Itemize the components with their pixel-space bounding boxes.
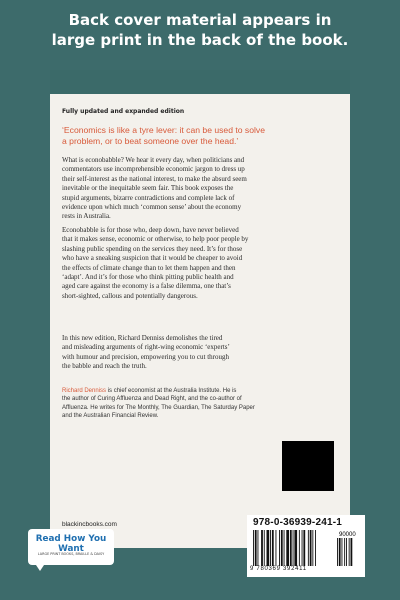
text-line: stupid arguments, bizarre contradictions and complete lack of xyxy=(62,193,235,202)
text-line: Econobabble is for those who, deep down, have never believed xyxy=(62,226,239,234)
bio-line: the author of Curing Affluenza and Dead Right, and the co-author of xyxy=(62,396,242,403)
black-placeholder-box xyxy=(282,441,334,491)
text-line: with humour and precision, empowering you to cut through xyxy=(62,352,229,361)
text-line: evidence upon which much ‘common sense’ about the economy xyxy=(62,203,242,212)
text-line: and misleading arguments of right-wing economic ‘experts’ xyxy=(62,343,230,352)
back-cover-image xyxy=(50,70,350,548)
bio-line xyxy=(62,387,337,395)
text-line: rests in Australia. xyxy=(62,212,111,221)
author-name: Richard Denniss xyxy=(62,388,107,394)
large-print-notice-banner xyxy=(0,0,400,60)
price-code: 90000 xyxy=(339,532,356,538)
text-line: inevitable or the inequitable seem fair. This book exposes the xyxy=(62,184,234,193)
text-line: commentators use incomprehensible economic jargon to dress up xyxy=(62,165,245,174)
logo-subtitle: LARGE PRINT BOOKS, BRAILLE & DAISY xyxy=(37,552,105,556)
logo-title: Read How You Want xyxy=(35,534,107,554)
text-line: the babble and reach the truth. xyxy=(62,362,147,371)
logo-badge xyxy=(28,529,114,565)
text-line: slashing public spending on the services they need. It’s for those xyxy=(62,244,243,253)
banner-line-1: Back cover material appears in xyxy=(68,11,332,29)
bio-line-1-rest: is chief economist at the Australia Institute. He is xyxy=(106,388,237,394)
text-line: aged care against the economy is a false dilemma, one that’s xyxy=(62,282,231,291)
quote-line: a problem, or to beat someone over the head.’ xyxy=(62,135,239,146)
quote-line: ‘Economics is like a tyre lever: it can be used to solve xyxy=(62,125,265,135)
bio-line: and the Australian Financial Review. xyxy=(62,412,159,419)
text-line: who have a sneaking suspicion that it would be cheaper to avoid xyxy=(62,254,243,263)
logo-speech-tail xyxy=(34,562,46,571)
blurb-paragraph-2 xyxy=(62,226,337,301)
isbn-label: 978-0-36939-241-1 xyxy=(253,517,343,528)
barcode-digits: 9 780369 392411 xyxy=(250,566,307,572)
text-line: In this new edition, Richard Denniss demolishes the tired xyxy=(62,334,223,342)
bio-line: Affluenza. He writes for The Monthly, The Guardian, The Saturday Paper xyxy=(62,404,255,411)
text-line: their self-interest as the national interest, to make the absurd seem xyxy=(62,174,247,183)
pull-quote xyxy=(62,125,332,146)
blurb-paragraph-3 xyxy=(62,334,337,372)
text-line: ‘adapt’. And it’s for those who think pitting public health and xyxy=(62,273,234,282)
isbn-barcode xyxy=(247,515,365,577)
read-how-you-want-logo xyxy=(28,529,114,575)
publisher-website: blackincbooks.com xyxy=(62,521,117,528)
text-line: What is econobabble? We hear it every day, when politicians and xyxy=(62,156,245,164)
blurb-paragraph-1 xyxy=(62,156,337,222)
edition-label: Fully updated and expanded edition xyxy=(62,108,185,115)
author-bio xyxy=(62,387,337,420)
text-line: short-sighted, callous and potentially dangerous. xyxy=(62,291,198,300)
text-line: the effects of climate change than to let them happen and then xyxy=(62,263,236,272)
banner-line-2: large print in the back of the book. xyxy=(51,31,349,49)
text-line: that it makes sense, economic or otherwise, to help poor people by xyxy=(62,235,249,244)
barcode-bars xyxy=(253,530,363,566)
